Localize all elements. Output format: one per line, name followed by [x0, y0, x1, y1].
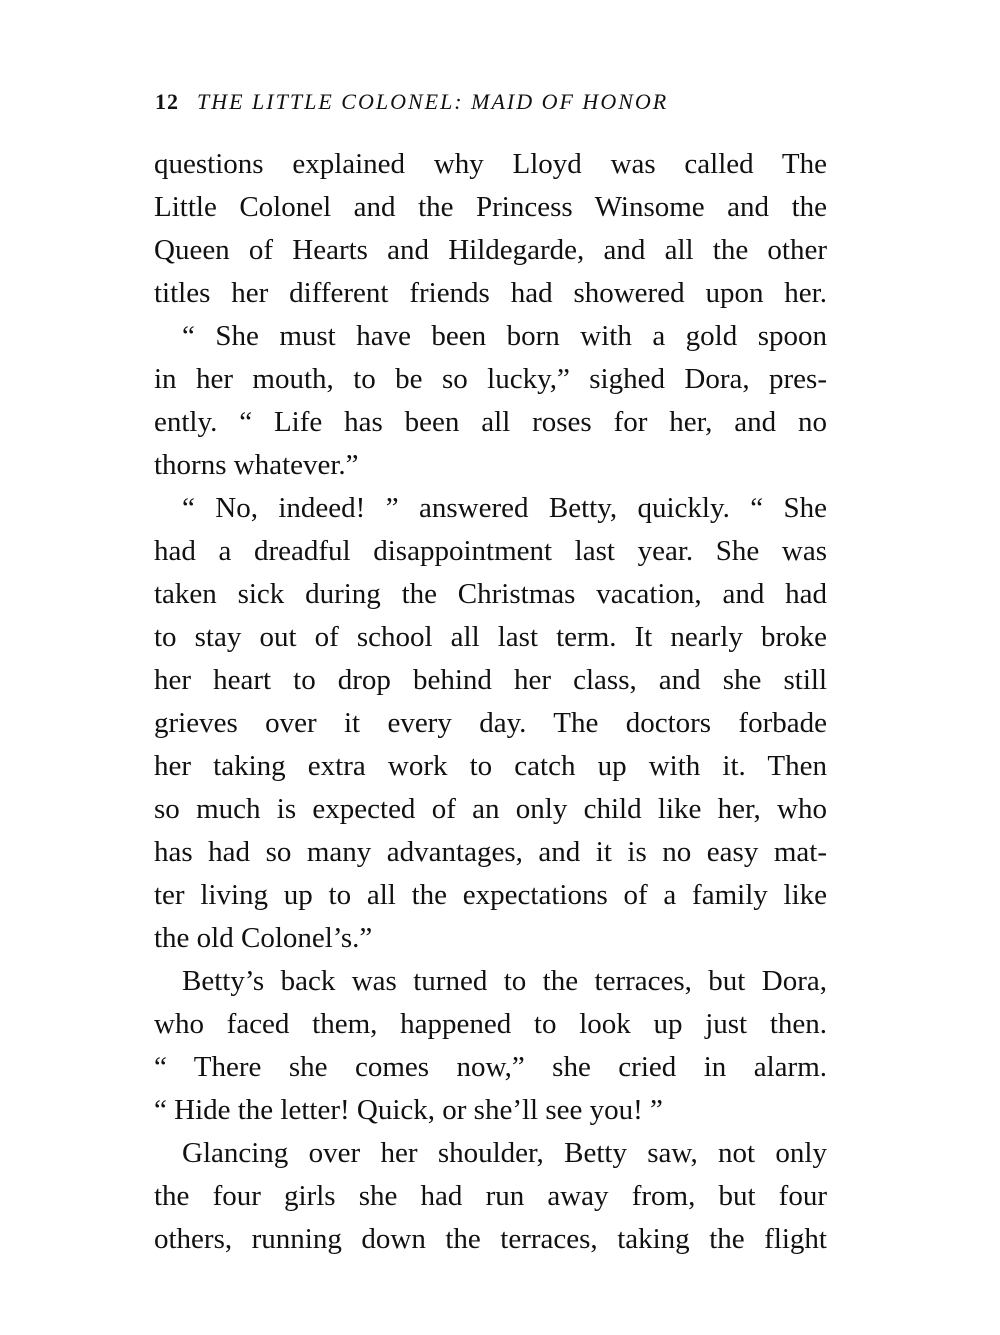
text-line: thorns whatever.”: [154, 449, 359, 481]
text-line: taken sick during the Christmas vacation, and had: [154, 578, 827, 610]
text-line: her heart to drop behind her class, and she still: [154, 664, 827, 696]
text-line: Betty’s back was turned to the terraces, but Dora,: [182, 965, 827, 997]
text-line: others, running down the terraces, taking the flight: [154, 1223, 827, 1255]
text-line: ter living up to all the expectations of a family like: [154, 879, 827, 911]
text-line: the four girls she had run away from, but four: [154, 1180, 827, 1212]
page-text: [154, 143, 827, 1261]
text-line: so much is expected of an only child like her, who: [154, 793, 827, 825]
text-line: grieves over it every day. The doctors forbade: [154, 707, 827, 739]
text-line: Queen of Hearts and Hildegarde, and all the other: [154, 234, 827, 266]
text-line: to stay out of school all last term. It nearly broke: [154, 621, 827, 653]
text-line: questions explained why Lloyd was called The: [154, 148, 827, 180]
running-head: [155, 86, 835, 118]
text-line: who faced them, happened to look up just then.: [154, 1008, 827, 1040]
text-line: “ She must have been born with a gold spoon: [182, 320, 827, 352]
text-line: titles her different friends had showered upon her.: [154, 277, 827, 309]
text-line: in her mouth, to be so lucky,” sighed Dora, pres-: [154, 363, 827, 395]
text-line: “ There she comes now,” she cried in alarm.: [154, 1051, 827, 1083]
text-line: Glancing over her shoulder, Betty saw, not only: [182, 1137, 827, 1169]
text-line: her taking extra work to catch up with it. Then: [154, 750, 827, 782]
text-line: ently. “ Life has been all roses for her, and no: [154, 406, 827, 438]
text-line: the old Colonel’s.”: [154, 922, 373, 954]
book-title: THE LITTLE COLONEL: MAID OF HONOR: [197, 89, 669, 114]
page-number: 12: [155, 89, 179, 114]
text-line: had a dreadful disappointment last year. She was: [154, 535, 827, 567]
text-line: has had so many advantages, and it is no easy mat-: [154, 836, 827, 868]
text-line: “ Hide the letter! Quick, or she’ll see you! ”: [154, 1094, 663, 1126]
text-line: “ No, indeed! ” answered Betty, quickly. “ She: [182, 492, 827, 524]
text-line: Little Colonel and the Princess Winsome and the: [154, 191, 827, 223]
